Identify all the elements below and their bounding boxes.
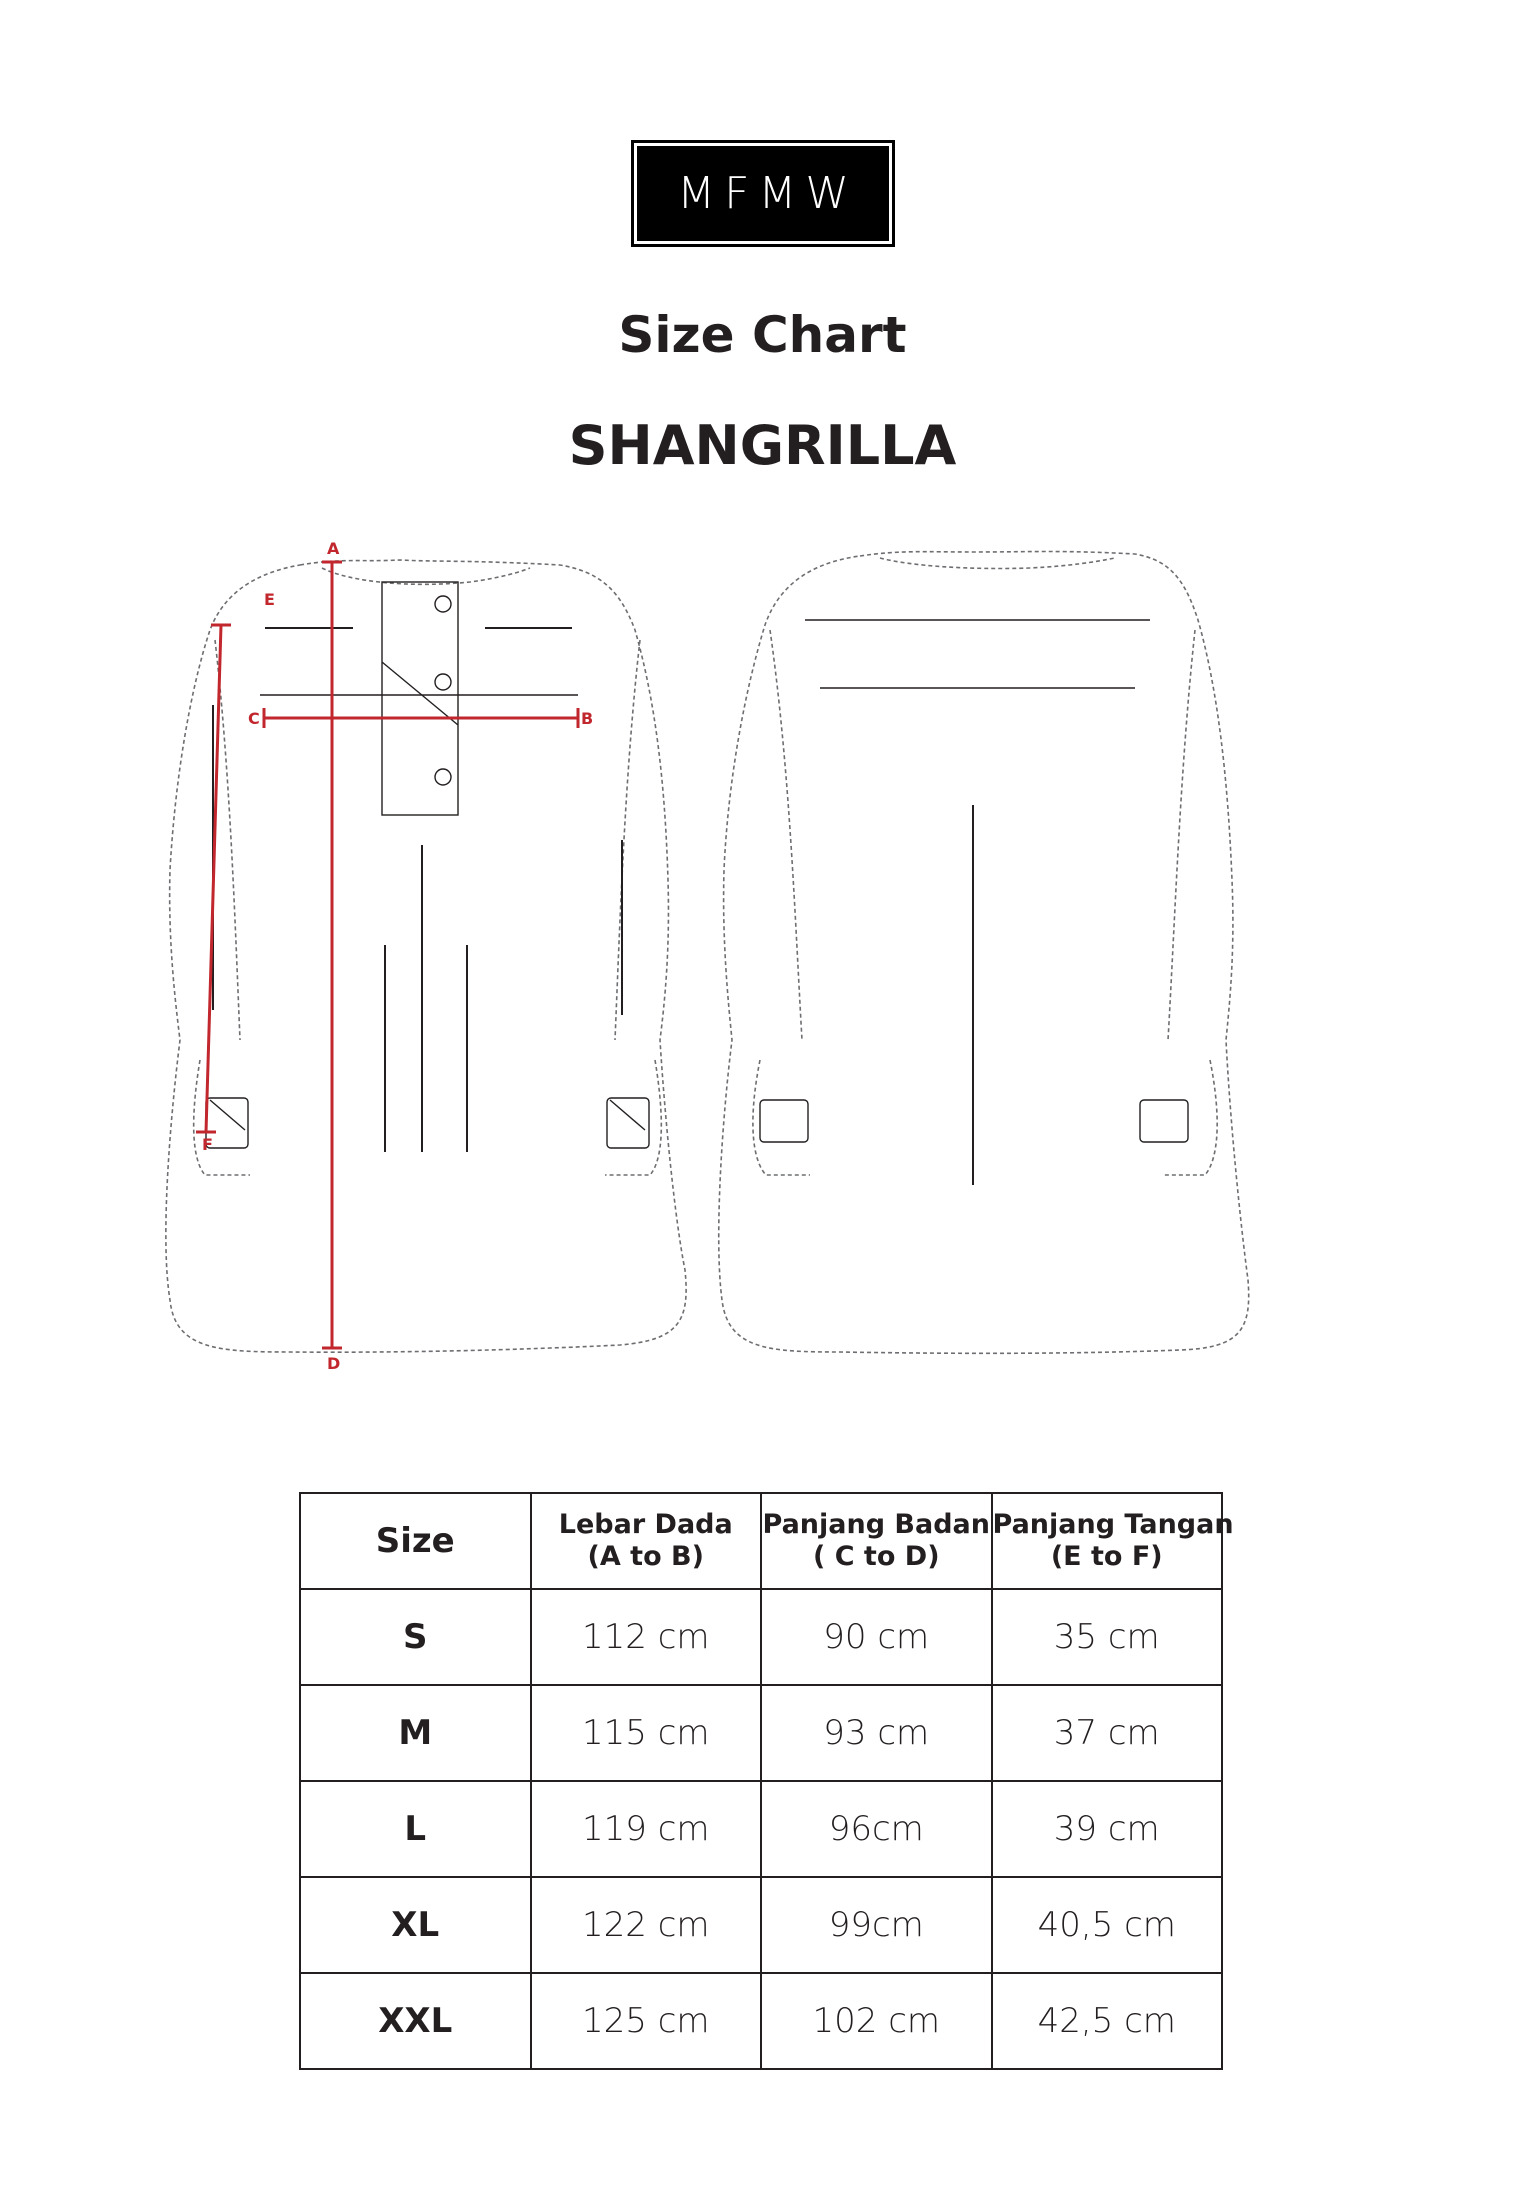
length-cell: 90 cm — [761, 1589, 992, 1685]
brand-logo — [634, 143, 892, 244]
header-sleeve — [992, 1493, 1234, 1589]
header-length — [761, 1493, 992, 1589]
chest-cell: 112 cm — [531, 1589, 762, 1685]
point-e-label: E — [264, 590, 275, 609]
size-cell: L — [300, 1781, 531, 1877]
sleeve-cell: 39 cm — [992, 1781, 1223, 1877]
front-view — [166, 560, 686, 1352]
length-cell: 99cm — [761, 1877, 992, 1973]
size-cell: XXL — [300, 1973, 531, 2069]
brand-logo-text: MFMW — [677, 168, 858, 219]
sleeve-cell: 42,5 cm — [992, 1973, 1223, 2069]
header-chest-title: Lebar Dada — [558, 1509, 733, 1540]
header-chest — [531, 1493, 762, 1589]
point-d-label: D — [327, 1354, 341, 1373]
size-cell: XL — [300, 1877, 531, 1973]
page-title: Size Chart — [618, 306, 907, 364]
size-table — [299, 1492, 1234, 2070]
table-row — [300, 1877, 1222, 1973]
table-row — [300, 1973, 1222, 2069]
point-c-label: C — [248, 709, 260, 728]
point-b-label: B — [581, 709, 594, 728]
chest-cell: 115 cm — [531, 1685, 762, 1781]
chest-cell: 122 cm — [531, 1877, 762, 1973]
table-row — [300, 1589, 1222, 1685]
length-cell: 96cm — [761, 1781, 992, 1877]
sleeve-cell: 35 cm — [992, 1589, 1223, 1685]
length-cell: 102 cm — [761, 1973, 992, 2069]
header-sleeve-title: Panjang Tangan — [992, 1509, 1234, 1540]
point-f-label: F — [202, 1135, 213, 1154]
back-view — [719, 552, 1249, 1354]
measurement-markers — [196, 562, 578, 1348]
header-sleeve-range: (E to F) — [1050, 1541, 1163, 1572]
sleeve-cell: 37 cm — [992, 1685, 1223, 1781]
chest-cell: 119 cm — [531, 1781, 762, 1877]
table-row — [300, 1781, 1222, 1877]
table-header-row — [300, 1493, 1222, 1589]
header-length-title: Panjang Badan — [762, 1509, 990, 1540]
point-a-label: A — [327, 539, 340, 558]
length-cell: 93 cm — [761, 1685, 992, 1781]
chest-cell: 125 cm — [531, 1973, 762, 2069]
header-size: Size — [300, 1493, 531, 1589]
sleeve-cell: 40,5 cm — [992, 1877, 1223, 1973]
product-name: SHANGRILLA — [568, 414, 957, 477]
header-chest-range: (A to B) — [587, 1541, 704, 1572]
header-length-range: ( C to D) — [812, 1541, 940, 1572]
garment-diagram — [0, 520, 1525, 1380]
size-cell: S — [300, 1589, 531, 1685]
size-cell: M — [300, 1685, 531, 1781]
table-row — [300, 1685, 1222, 1781]
